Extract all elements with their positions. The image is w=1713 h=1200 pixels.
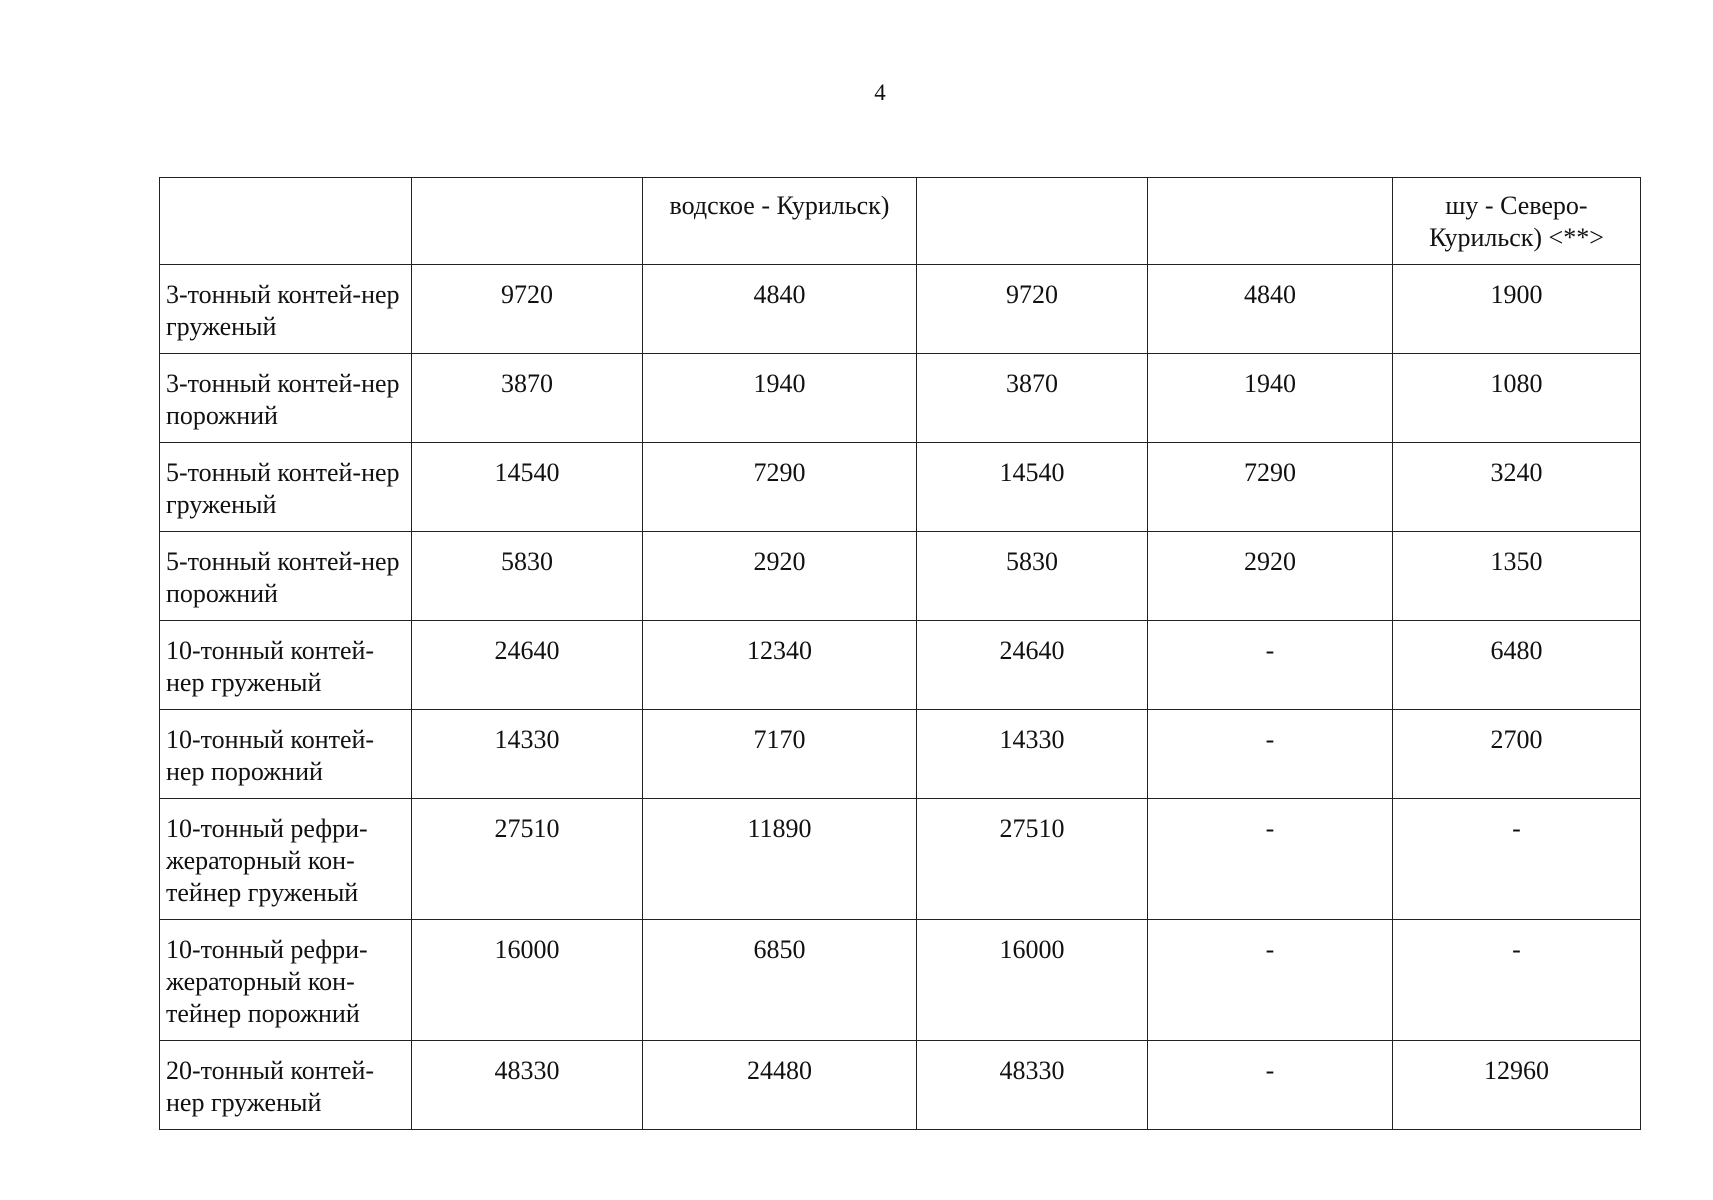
table-cell: 27510 (412, 799, 643, 920)
table-cell: 5830 (917, 532, 1148, 621)
table-cell: 14540 (412, 443, 643, 532)
table-row (160, 354, 1641, 443)
table-cell: 12960 (1393, 1041, 1641, 1130)
table-cell: 6480 (1393, 621, 1641, 710)
table-cell: 3240 (1393, 443, 1641, 532)
table-cell: 3870 (412, 354, 643, 443)
table-row (160, 443, 1641, 532)
table-cell: 14330 (917, 710, 1148, 799)
row-label: 20-тонный контей-нер груженый (160, 1041, 412, 1130)
table-cell: 2920 (1148, 532, 1393, 621)
header-cell (917, 178, 1148, 265)
table-cell: 7290 (1148, 443, 1393, 532)
table-row (160, 710, 1641, 799)
table-cell: 48330 (412, 1041, 643, 1130)
table-cell: 1940 (643, 354, 917, 443)
table-cell: 7290 (643, 443, 917, 532)
page-number: 4 (874, 80, 886, 105)
table-cell: - (1393, 920, 1641, 1041)
table-cell: 2920 (643, 532, 917, 621)
table-cell: 1080 (1393, 354, 1641, 443)
table-cell: 27510 (917, 799, 1148, 920)
table-row (160, 920, 1641, 1041)
table-cell: - (1148, 621, 1393, 710)
table-cell: 16000 (917, 920, 1148, 1041)
table-cell: - (1148, 799, 1393, 920)
table-cell: - (1393, 799, 1641, 920)
row-label: 5-тонный контей-нер груженый (160, 443, 412, 532)
table-cell: 1940 (1148, 354, 1393, 443)
table-cell: 48330 (917, 1041, 1148, 1130)
table-cell: 14330 (412, 710, 643, 799)
table-row (160, 799, 1641, 920)
table-row (160, 265, 1641, 354)
table-cell: 4840 (1148, 265, 1393, 354)
row-label: 10-тонный рефри-жераторный кон-тейнер груженый (160, 799, 412, 920)
table-cell: 7170 (643, 710, 917, 799)
row-label: 10-тонный контей-нер груженый (160, 621, 412, 710)
header-cell (1148, 178, 1393, 265)
row-label: 5-тонный контей-нер порожний (160, 532, 412, 621)
table-cell: 16000 (412, 920, 643, 1041)
table-cell: 1900 (1393, 265, 1641, 354)
table-cell: 4840 (643, 265, 917, 354)
table-cell: 14540 (917, 443, 1148, 532)
header-cell: водское - Курильск) (643, 178, 917, 265)
row-label: 10-тонный рефри-жераторный кон-тейнер порожний (160, 920, 412, 1041)
table-cell: 12340 (643, 621, 917, 710)
table-row (160, 621, 1641, 710)
table-cell: - (1148, 920, 1393, 1041)
table-cell: 5830 (412, 532, 643, 621)
table-row (160, 1041, 1641, 1130)
table-cell: 24480 (643, 1041, 917, 1130)
header-cell (412, 178, 643, 265)
table-cell: 1350 (1393, 532, 1641, 621)
table-cell: 2700 (1393, 710, 1641, 799)
table-cell: - (1148, 1041, 1393, 1130)
table-cell: 9720 (412, 265, 643, 354)
tariff-table (159, 177, 1641, 1130)
row-label: 3-тонный контей-нер груженый (160, 265, 412, 354)
header-cell (160, 178, 412, 265)
table-row (160, 532, 1641, 621)
table-header-row (160, 178, 1641, 265)
header-cell: шу - Северо-Курильск) <**> (1393, 178, 1641, 265)
row-label: 3-тонный контей-нер порожний (160, 354, 412, 443)
row-label: 10-тонный контей-нер порожний (160, 710, 412, 799)
table-cell: 6850 (643, 920, 917, 1041)
table-cell: 24640 (917, 621, 1148, 710)
table-cell: 3870 (917, 354, 1148, 443)
table-cell: 24640 (412, 621, 643, 710)
table-cell: 11890 (643, 799, 917, 920)
table-cell: 9720 (917, 265, 1148, 354)
table-cell: - (1148, 710, 1393, 799)
